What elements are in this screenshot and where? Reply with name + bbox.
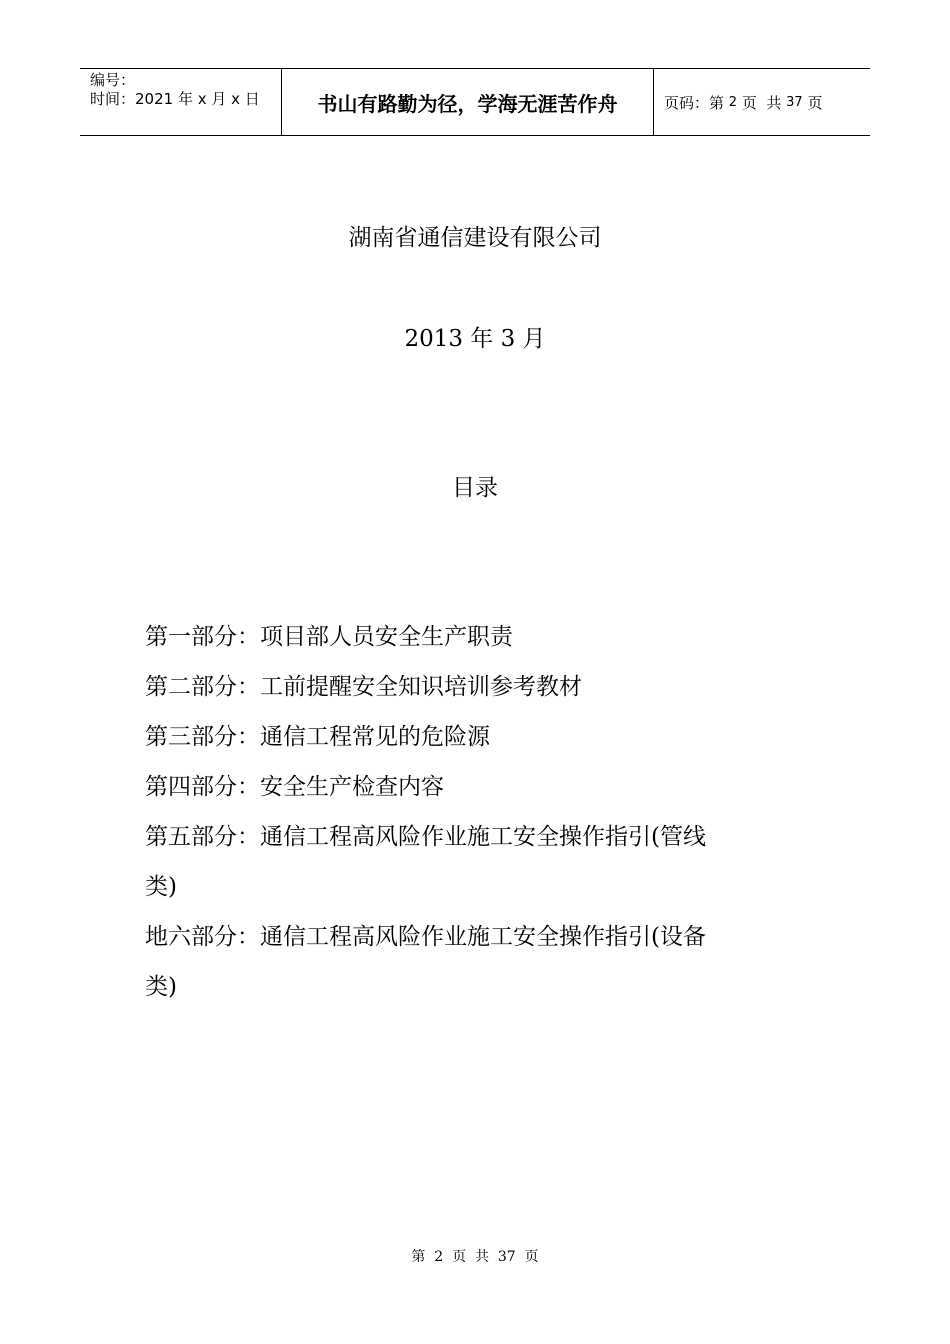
toc-item: 第一部分：项目部人员安全生产职责 [145,624,513,650]
page-suffix: 页 [802,93,823,112]
toc-item: 类) [145,974,177,1000]
document-date: 2013 年 3 月 [404,326,546,352]
page-prefix: 页码：第 [664,93,729,112]
header-motto-cell [282,69,654,135]
toc-item: 第三部分：通信工程常见的危险源 [145,724,490,750]
page-total: 37 [786,94,803,110]
page-footer: 第 2 页 共 37 页 [411,1249,539,1265]
toc-title: 目录 [452,475,498,501]
toc-list [145,612,785,1012]
page-header [80,68,870,136]
toc-item: 第二部分：工前提醒安全知识培训参考教材 [145,674,582,700]
header-info-cell [80,69,282,135]
toc-item: 类) [145,874,177,900]
company-name: 湖南省通信建设有限公司 [348,225,602,251]
toc-item: 地六部分：通信工程高风险作业施工安全操作指引(设备 [145,924,706,950]
page-mid: 页 共 [737,93,787,112]
motto-text: 书山有路勤为径，学海无涯苦作舟 [317,91,618,116]
serial-label: 编号： [90,71,136,89]
time-line [90,90,281,109]
time-label: 时间： [90,90,136,108]
toc-item: 第五部分：通信工程高风险作业施工安全操作指引(管线 [145,824,706,850]
toc-item: 第四部分：安全生产检查内容 [145,774,444,800]
header-page-cell [654,69,870,135]
time-value: 2021 年 x 月 x 日 [135,90,260,108]
page-current: 2 [728,94,738,110]
